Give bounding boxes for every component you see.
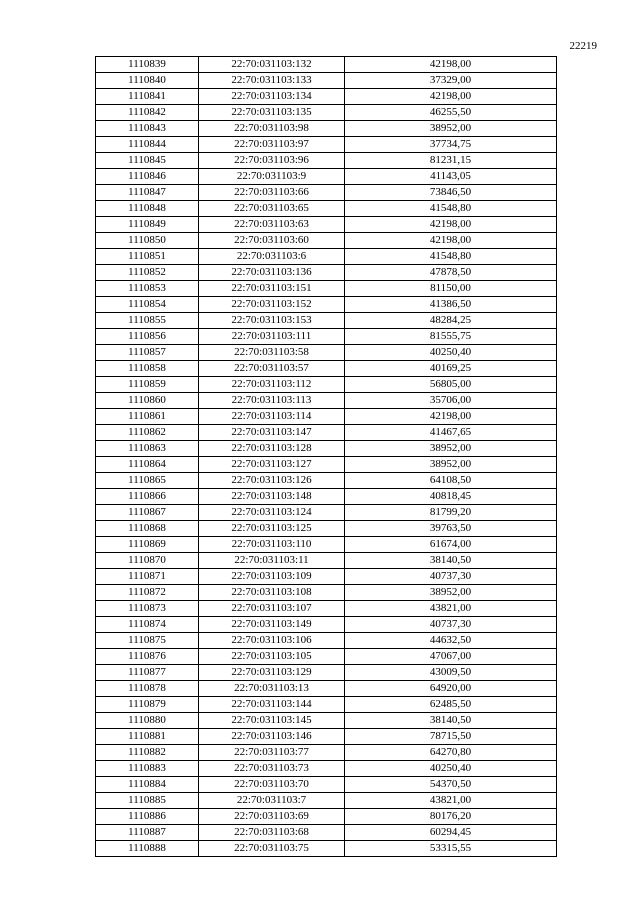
cadastral-number-cell: 22:70:031103:7: [199, 793, 345, 809]
table-row: [96, 297, 557, 313]
cadastral-number-cell: 22:70:031103:111: [199, 329, 345, 345]
cadastral-value-cell: 64270,80: [345, 745, 557, 761]
cadastral-number-cell: 22:70:031103:11: [199, 553, 345, 569]
record-number-cell: 1110856: [96, 329, 199, 345]
table-row: [96, 249, 557, 265]
table-row: [96, 89, 557, 105]
cadastral-value-cell: 64108,50: [345, 473, 557, 489]
table-row: [96, 537, 557, 553]
record-number-cell: 1110863: [96, 441, 199, 457]
record-number-cell: 1110839: [96, 57, 199, 73]
cadastral-value-cell: 43009,50: [345, 665, 557, 681]
record-number-cell: 1110884: [96, 777, 199, 793]
table-row: [96, 665, 557, 681]
record-number-cell: 1110841: [96, 89, 199, 105]
table-row: [96, 553, 557, 569]
table-row: [96, 633, 557, 649]
cadastral-value-cell: 40250,40: [345, 345, 557, 361]
record-number-cell: 1110876: [96, 649, 199, 665]
cadastral-value-cell: 54370,50: [345, 777, 557, 793]
cadastral-value-cell: 38952,00: [345, 457, 557, 473]
cadastral-number-cell: 22:70:031103:136: [199, 265, 345, 281]
cadastral-number-cell: 22:70:031103:96: [199, 153, 345, 169]
cadastral-value-cell: 47067,00: [345, 649, 557, 665]
cadastral-number-cell: 22:70:031103:148: [199, 489, 345, 505]
table-row: [96, 153, 557, 169]
cadastral-number-cell: 22:70:031103:134: [199, 89, 345, 105]
record-number-cell: 1110886: [96, 809, 199, 825]
cadastral-number-cell: 22:70:031103:124: [199, 505, 345, 521]
cadastral-number-cell: 22:70:031103:97: [199, 137, 345, 153]
record-number-cell: 1110860: [96, 393, 199, 409]
cadastral-number-cell: 22:70:031103:109: [199, 569, 345, 585]
table-row: [96, 681, 557, 697]
record-number-cell: 1110872: [96, 585, 199, 601]
table-row: [96, 569, 557, 585]
record-number-cell: 1110851: [96, 249, 199, 265]
cadastral-value-cell: 37734,75: [345, 137, 557, 153]
table-row: [96, 649, 557, 665]
cadastral-number-cell: 22:70:031103:107: [199, 601, 345, 617]
record-number-cell: 1110867: [96, 505, 199, 521]
table-row: [96, 825, 557, 841]
table-row: [96, 489, 557, 505]
record-number-cell: 1110840: [96, 73, 199, 89]
record-number-cell: 1110854: [96, 297, 199, 313]
cadastral-number-cell: 22:70:031103:151: [199, 281, 345, 297]
cadastral-value-cell: 41548,80: [345, 201, 557, 217]
table-row: [96, 57, 557, 73]
cadastral-value-cell: 80176,20: [345, 809, 557, 825]
cadastral-value-cell: 38952,00: [345, 441, 557, 457]
cadastral-value-cell: 40169,25: [345, 361, 557, 377]
record-number-cell: 1110855: [96, 313, 199, 329]
record-number-cell: 1110842: [96, 105, 199, 121]
cadastral-number-cell: 22:70:031103:129: [199, 665, 345, 681]
cadastral-number-cell: 22:70:031103:106: [199, 633, 345, 649]
cadastral-value-cell: 47878,50: [345, 265, 557, 281]
cadastral-value-cell: 39763,50: [345, 521, 557, 537]
cadastral-value-cell: 41386,50: [345, 297, 557, 313]
record-number-cell: 1110883: [96, 761, 199, 777]
record-number-cell: 1110873: [96, 601, 199, 617]
cadastral-number-cell: 22:70:031103:144: [199, 697, 345, 713]
record-number-cell: 1110849: [96, 217, 199, 233]
record-number-cell: 1110864: [96, 457, 199, 473]
record-number-cell: 1110885: [96, 793, 199, 809]
table-row: [96, 201, 557, 217]
cadastral-number-cell: 22:70:031103:68: [199, 825, 345, 841]
page-number: 22219: [569, 40, 597, 52]
cadastral-value-cell: 43821,00: [345, 793, 557, 809]
table-row: [96, 361, 557, 377]
table-row: [96, 617, 557, 633]
cadastral-value-cell: 42198,00: [345, 217, 557, 233]
cadastral-number-cell: 22:70:031103:77: [199, 745, 345, 761]
table-row: [96, 217, 557, 233]
cadastral-value-cell: 40250,40: [345, 761, 557, 777]
record-number-cell: 1110882: [96, 745, 199, 761]
record-number-cell: 1110850: [96, 233, 199, 249]
table-row: [96, 377, 557, 393]
table-row: [96, 121, 557, 137]
table-row: [96, 505, 557, 521]
cadastral-number-cell: 22:70:031103:149: [199, 617, 345, 633]
cadastral-value-cell: 46255,50: [345, 105, 557, 121]
cadastral-value-cell: 60294,45: [345, 825, 557, 841]
cadastral-value-cell: 41143,05: [345, 169, 557, 185]
record-number-cell: 1110853: [96, 281, 199, 297]
table-row: [96, 233, 557, 249]
record-number-cell: 1110848: [96, 201, 199, 217]
cadastral-value-cell: 44632,50: [345, 633, 557, 649]
cadastral-number-cell: 22:70:031103:152: [199, 297, 345, 313]
cadastral-number-cell: 22:70:031103:105: [199, 649, 345, 665]
record-number-cell: 1110881: [96, 729, 199, 745]
cadastral-value-cell: 38952,00: [345, 121, 557, 137]
table-row: [96, 265, 557, 281]
record-number-cell: 1110868: [96, 521, 199, 537]
record-number-cell: 1110847: [96, 185, 199, 201]
cadastral-value-cell: 42198,00: [345, 409, 557, 425]
record-number-cell: 1110844: [96, 137, 199, 153]
record-number-cell: 1110878: [96, 681, 199, 697]
cadastral-value-cell: 53315,55: [345, 841, 557, 857]
cadastral-number-cell: 22:70:031103:153: [199, 313, 345, 329]
cadastral-value-cell: 35706,00: [345, 393, 557, 409]
record-number-cell: 1110870: [96, 553, 199, 569]
cadastral-number-cell: 22:70:031103:63: [199, 217, 345, 233]
table-body: [96, 57, 557, 857]
table-row: [96, 281, 557, 297]
cadastral-value-cell: 41548,80: [345, 249, 557, 265]
cadastral-number-cell: 22:70:031103:13: [199, 681, 345, 697]
record-number-cell: 1110865: [96, 473, 199, 489]
table-row: [96, 777, 557, 793]
cadastral-number-cell: 22:70:031103:114: [199, 409, 345, 425]
table-row: [96, 809, 557, 825]
record-number-cell: 1110871: [96, 569, 199, 585]
cadastral-value-cell: 81150,00: [345, 281, 557, 297]
cadastral-value-cell: 40737,30: [345, 569, 557, 585]
table-row: [96, 761, 557, 777]
cadastral-value-cell: 38952,00: [345, 585, 557, 601]
cadastral-number-cell: 22:70:031103:113: [199, 393, 345, 409]
record-number-cell: 1110852: [96, 265, 199, 281]
cadastral-number-cell: 22:70:031103:69: [199, 809, 345, 825]
table-row: [96, 345, 557, 361]
table-row: [96, 73, 557, 89]
cadastral-value-cell: 40737,30: [345, 617, 557, 633]
record-number-cell: 1110874: [96, 617, 199, 633]
cadastral-value-cell: 64920,00: [345, 681, 557, 697]
cadastral-value-cell: 61674,00: [345, 537, 557, 553]
cadastral-number-cell: 22:70:031103:108: [199, 585, 345, 601]
table-row: [96, 137, 557, 153]
table-row: [96, 393, 557, 409]
cadastral-number-cell: 22:70:031103:127: [199, 457, 345, 473]
table-row: [96, 185, 557, 201]
cadastral-value-table: [95, 56, 557, 857]
record-number-cell: 1110875: [96, 633, 199, 649]
record-number-cell: 1110862: [96, 425, 199, 441]
cadastral-number-cell: 22:70:031103:9: [199, 169, 345, 185]
cadastral-value-cell: 73846,50: [345, 185, 557, 201]
record-number-cell: 1110880: [96, 713, 199, 729]
table-row: [96, 745, 557, 761]
cadastral-number-cell: 22:70:031103:75: [199, 841, 345, 857]
cadastral-value-cell: 78715,50: [345, 729, 557, 745]
cadastral-value-cell: 56805,00: [345, 377, 557, 393]
cadastral-number-cell: 22:70:031103:126: [199, 473, 345, 489]
cadastral-number-cell: 22:70:031103:132: [199, 57, 345, 73]
record-number-cell: 1110869: [96, 537, 199, 553]
table-row: [96, 409, 557, 425]
table-row: [96, 841, 557, 857]
cadastral-number-cell: 22:70:031103:6: [199, 249, 345, 265]
cadastral-value-cell: 48284,25: [345, 313, 557, 329]
cadastral-value-cell: 38140,50: [345, 553, 557, 569]
cadastral-number-cell: 22:70:031103:128: [199, 441, 345, 457]
cadastral-value-cell: 42198,00: [345, 89, 557, 105]
cadastral-value-cell: 40818,45: [345, 489, 557, 505]
cadastral-number-cell: 22:70:031103:58: [199, 345, 345, 361]
cadastral-value-cell: 81231,15: [345, 153, 557, 169]
record-number-cell: 1110857: [96, 345, 199, 361]
record-number-cell: 1110843: [96, 121, 199, 137]
record-number-cell: 1110877: [96, 665, 199, 681]
cadastral-value-cell: 42198,00: [345, 57, 557, 73]
table-row: [96, 793, 557, 809]
cadastral-number-cell: 22:70:031103:125: [199, 521, 345, 537]
cadastral-number-cell: 22:70:031103:110: [199, 537, 345, 553]
record-number-cell: 1110887: [96, 825, 199, 841]
cadastral-value-cell: 43821,00: [345, 601, 557, 617]
record-number-cell: 1110866: [96, 489, 199, 505]
cadastral-number-cell: 22:70:031103:65: [199, 201, 345, 217]
table-row: [96, 169, 557, 185]
record-number-cell: 1110879: [96, 697, 199, 713]
cadastral-number-cell: 22:70:031103:145: [199, 713, 345, 729]
record-number-cell: 1110845: [96, 153, 199, 169]
table-row: [96, 105, 557, 121]
cadastral-number-cell: 22:70:031103:60: [199, 233, 345, 249]
cadastral-number-cell: 22:70:031103:70: [199, 777, 345, 793]
cadastral-value-cell: 37329,00: [345, 73, 557, 89]
cadastral-number-cell: 22:70:031103:57: [199, 361, 345, 377]
table-row: [96, 601, 557, 617]
cadastral-number-cell: 22:70:031103:147: [199, 425, 345, 441]
record-number-cell: 1110861: [96, 409, 199, 425]
cadastral-value-cell: 38140,50: [345, 713, 557, 729]
table-row: [96, 441, 557, 457]
table-row: [96, 425, 557, 441]
cadastral-value-cell: 42198,00: [345, 233, 557, 249]
table-row: [96, 313, 557, 329]
cadastral-number-cell: 22:70:031103:146: [199, 729, 345, 745]
table-row: [96, 697, 557, 713]
cadastral-number-cell: 22:70:031103:112: [199, 377, 345, 393]
table-row: [96, 729, 557, 745]
cadastral-value-cell: 81799,20: [345, 505, 557, 521]
record-number-cell: 1110846: [96, 169, 199, 185]
table-row: [96, 457, 557, 473]
table-row: [96, 329, 557, 345]
cadastral-number-cell: 22:70:031103:73: [199, 761, 345, 777]
cadastral-number-cell: 22:70:031103:135: [199, 105, 345, 121]
table-row: [96, 473, 557, 489]
cadastral-value-cell: 41467,65: [345, 425, 557, 441]
record-number-cell: 1110888: [96, 841, 199, 857]
cadastral-number-cell: 22:70:031103:133: [199, 73, 345, 89]
cadastral-value-cell: 81555,75: [345, 329, 557, 345]
table-row: [96, 521, 557, 537]
cadastral-number-cell: 22:70:031103:66: [199, 185, 345, 201]
table-row: [96, 713, 557, 729]
cadastral-number-cell: 22:70:031103:98: [199, 121, 345, 137]
record-number-cell: 1110858: [96, 361, 199, 377]
record-number-cell: 1110859: [96, 377, 199, 393]
cadastral-value-cell: 62485,50: [345, 697, 557, 713]
table-row: [96, 585, 557, 601]
